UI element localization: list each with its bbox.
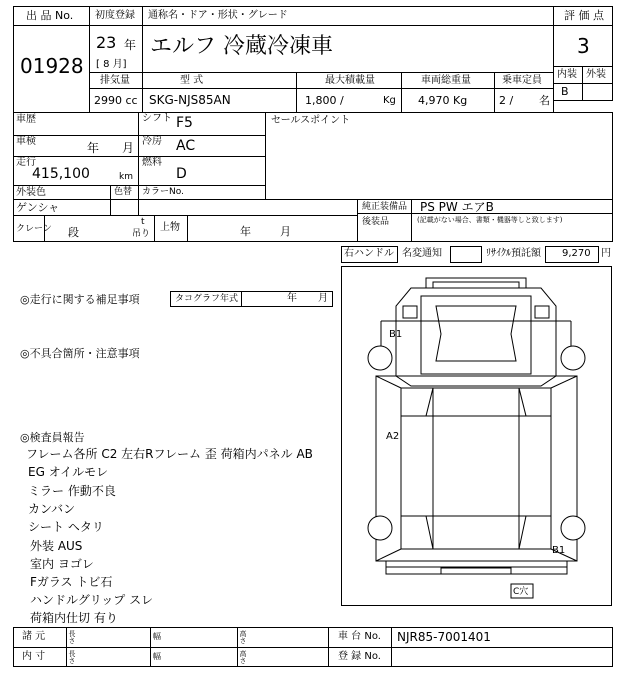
tax-label: ﾘｻｲｸﾙ預託額: [486, 248, 541, 259]
shift-label: シフト: [142, 113, 172, 124]
load-label: 最大積載量: [325, 75, 375, 86]
spec-label: 諸 元: [22, 631, 46, 642]
score-label: 評 価 点: [564, 9, 604, 22]
length-label: 長さ: [68, 630, 76, 644]
model-value: SKG-NJS85AN: [149, 93, 231, 107]
inspector-line: シート ヘタリ: [28, 520, 104, 534]
mileage-unit: km: [119, 172, 133, 182]
capacity-label: 乗車定員: [502, 75, 542, 86]
equipment-value: PS PW エアB: [420, 200, 494, 214]
damage-mark-b1-top: B1: [389, 329, 403, 340]
interior-label: 内装: [557, 69, 577, 80]
sales-label: セールスポイント: [271, 115, 351, 126]
inspector-line: ミラー 作動不良: [28, 484, 116, 498]
model-label-cell: [142, 72, 297, 89]
exterior-label: 外装: [586, 69, 606, 80]
mileage-value: 415,100: [32, 166, 90, 182]
aircon-value: AC: [176, 138, 196, 154]
inspector-title: ◎検査員報告: [20, 431, 85, 444]
fuel-label: 燃料: [142, 157, 162, 168]
defects-title: ◎不具合箇所・注意事項: [20, 347, 140, 360]
disp-value: 2990 cc: [94, 94, 138, 107]
crane-ton-label: 吊り: [132, 229, 151, 239]
lift-month: 月: [280, 225, 291, 238]
color-no-label: カラーNo.: [142, 187, 184, 197]
chassis-label: 車 台 No.: [338, 631, 381, 642]
height-label: 高さ: [239, 650, 247, 664]
damage-mark-a2: A2: [386, 431, 400, 442]
crane-ton-t: t: [141, 217, 145, 227]
lift-year: 年: [240, 225, 251, 238]
shift-value: F5: [176, 115, 193, 131]
model-label: 型 式: [180, 75, 204, 86]
inspector-line: 外装 AUS: [30, 539, 83, 553]
insp-year: 年: [87, 141, 100, 155]
inspection-label: 車検: [16, 136, 36, 147]
capacity-value: 2 /: [499, 94, 514, 107]
exterior-score-cell: [582, 83, 613, 101]
crane-steps: 段: [68, 226, 79, 239]
load-value: 1,800 /: [305, 94, 344, 107]
inspector-line: 荷箱内仕切 有り: [30, 611, 118, 625]
name-change-label: 名変通知: [402, 248, 442, 259]
equipment-label: 純正装備品: [362, 202, 408, 212]
truck-outline: [341, 266, 612, 606]
year-unit: 年: [124, 38, 137, 52]
tax-value: 9,270: [562, 248, 591, 259]
tacho-label: タコグラフ年式: [175, 294, 239, 304]
name-label: 通称名・ドア・形状・グレード: [148, 10, 288, 21]
fuel-value: D: [176, 166, 187, 182]
history-label: 車歴: [16, 114, 36, 125]
length-label: 長さ: [68, 650, 76, 664]
reg-label: 登 録 No.: [338, 651, 381, 662]
insp-month: 月: [122, 141, 135, 155]
inspector-line: ハンドルグリップ スレ: [30, 593, 154, 607]
lot-label: 出 品 No.: [26, 9, 74, 22]
inspector-line: EG オイルモレ: [28, 465, 109, 479]
chassis-no: NJR85-7001401: [397, 630, 491, 644]
capacity-unit: 名: [539, 94, 550, 107]
aircon-label: 冷房: [142, 136, 162, 147]
interior-score: B: [561, 85, 569, 98]
aftermarket-note: (記載がない場合、書類・機器等しと致します): [417, 216, 563, 224]
tacho-month: 月: [318, 293, 328, 304]
tacho-year: 年: [287, 293, 297, 304]
width-label: 幅: [153, 632, 161, 641]
aftermarket-label: 後装品: [362, 217, 390, 227]
gvw-value: 4,970 Kg: [418, 94, 468, 107]
year-value: 23: [96, 33, 117, 52]
tax-unit: 円: [601, 248, 611, 259]
crane-label: クレーン: [16, 224, 52, 234]
ext-color-label: 外装色: [16, 187, 46, 198]
lot-no: 01928: [20, 54, 84, 78]
disp-label: 排気量: [100, 75, 130, 86]
steering-value: 右ハンドル: [344, 248, 394, 259]
interior-dim-label: 内 寸: [22, 651, 46, 662]
month-value: [ 8 月]: [96, 59, 127, 70]
color-change-label: 色替: [114, 187, 133, 197]
load-unit: Kg: [383, 95, 396, 106]
ext-color: ゲンシャ: [16, 201, 60, 214]
gvw-label: 車両総重量: [421, 75, 471, 86]
score-value: 3: [577, 34, 590, 58]
damage-mark-b1-bottom: B1: [552, 545, 566, 556]
inspector-line: Fガラス トビ石: [30, 575, 113, 589]
mileage-label: 走行: [16, 157, 36, 168]
inspector-line: フレーム各所 C2 左右Rフレーム 歪 荷箱内パネル AB: [26, 447, 313, 461]
driving-notes-title: ◎走行に関する補足事項: [20, 293, 140, 306]
inspector-line: 室内 ヨゴレ: [30, 557, 94, 571]
damage-mark-c-hole: C穴: [513, 587, 529, 597]
car-name: エルフ 冷蔵冷凍車: [150, 34, 333, 59]
inspector-line: カンバン: [28, 502, 76, 516]
name-change-box: [450, 246, 482, 263]
width-label: 幅: [153, 652, 161, 661]
lift-label: 上物: [160, 222, 180, 233]
height-label: 高さ: [239, 630, 247, 644]
first-reg-label: 初度登録: [95, 10, 135, 21]
